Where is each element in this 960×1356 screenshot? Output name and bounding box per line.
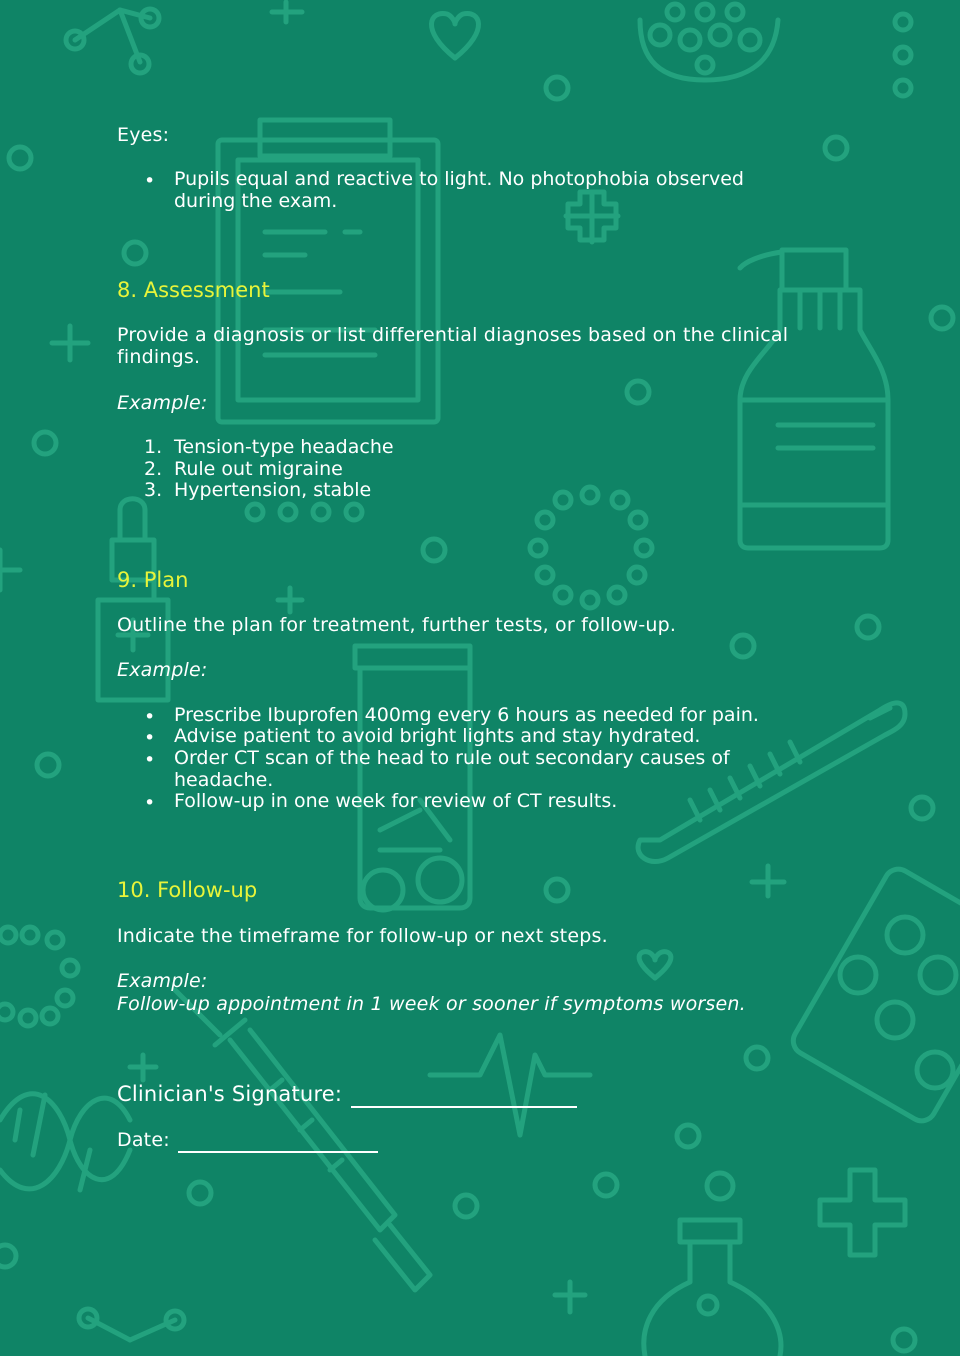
dot-ring-icon: [530, 487, 652, 608]
list-item: Order CT scan of the head to rule out secondary causes of: [174, 747, 730, 769]
signature-label: Clinician's Signature:: [117, 1082, 343, 1106]
list-item: Hypertension, stable: [174, 479, 372, 501]
bullet-marker: •: [144, 170, 156, 192]
section-heading-assessment: 8. Assessment: [117, 278, 270, 302]
molecule-icon: [66, 9, 159, 73]
list-item: Prescribe Ibuprofen 400mg every 6 hours as needed for pain.: [174, 704, 759, 726]
list-marker: 2.: [144, 458, 163, 480]
bullet-marker: •: [144, 749, 156, 771]
date-label: Date:: [117, 1129, 170, 1151]
plan-description: Outline the plan for treatment, further tests, or follow-up.: [117, 614, 677, 636]
pill-blister-icon: [788, 864, 960, 1126]
heart-icon: [431, 13, 478, 58]
bullet-marker: •: [144, 706, 156, 728]
assessment-description: Provide a diagnosis or list differential diagnoses based on the clinical: [117, 324, 789, 346]
plus-icon: [272, 2, 302, 22]
bullet-marker: •: [144, 727, 156, 749]
dna-icon: [0, 1094, 130, 1190]
bead-string-icon: [0, 927, 78, 1026]
eyes-label: Eyes:: [117, 124, 170, 146]
clipboard-icon: [218, 120, 438, 422]
petri-dish-icon: [640, 4, 778, 80]
date-field[interactable]: [178, 1129, 378, 1153]
flask-icon: [644, 1220, 781, 1356]
assessment-description: findings.: [117, 346, 201, 368]
list-marker: 1.: [144, 436, 163, 458]
signature-field[interactable]: [351, 1082, 577, 1108]
list-item: headache.: [174, 769, 274, 791]
date-row: [117, 1129, 378, 1153]
bullet-marker: •: [144, 792, 156, 814]
example-label: Example:: [117, 392, 208, 414]
example-label: Example:: [117, 659, 208, 681]
plus-icon: [566, 192, 618, 242]
section-heading-plan: 9. Plan: [117, 568, 189, 592]
list-marker: 3.: [144, 479, 163, 501]
list-item: Rule out migraine: [174, 458, 343, 480]
molecule-icon: [79, 1309, 184, 1340]
section-heading-followup: 10. Follow-up: [117, 878, 258, 902]
list-item: during the exam.: [174, 190, 338, 212]
list-item: Pupils equal and reactive to light. No photophobia observed: [174, 168, 744, 190]
followup-description: Indicate the timeframe for follow-up or next steps.: [117, 925, 608, 947]
followup-example-text: Follow-up appointment in 1 week or sooner if symptoms worsen.: [117, 993, 746, 1015]
pill-jar-icon: [355, 646, 470, 910]
bottle-icon: [740, 250, 888, 548]
signature-row: [117, 1082, 577, 1108]
list-item: Tension-type headache: [174, 436, 394, 458]
example-label: Example:: [117, 970, 208, 992]
list-item: Follow-up in one week for review of CT results.: [174, 790, 618, 812]
list-item: Advise patient to avoid bright lights and stay hydrated.: [174, 725, 701, 747]
